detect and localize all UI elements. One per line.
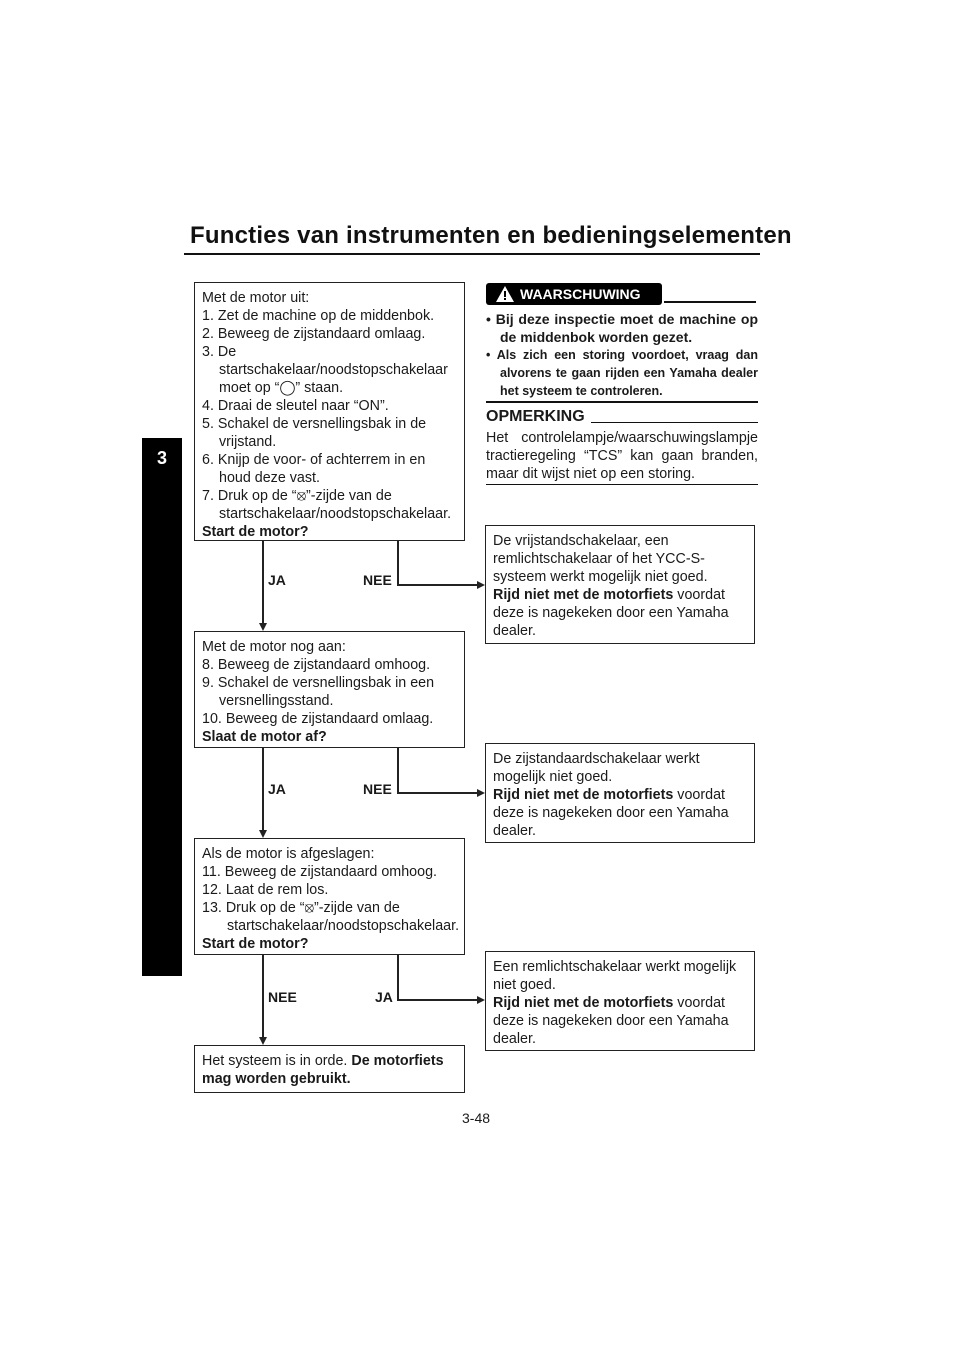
arrow-right-2 bbox=[477, 789, 485, 797]
step3-item: 12. Laat de rem los. bbox=[202, 882, 329, 898]
note-body: Het controlelampje/waarschuwingslampje tractieregeling “TCS” kan gaan branden, maar dit wijst niet op een storing. bbox=[486, 430, 758, 482]
step1-item: 5. Schakel de versnellingsbak in de vrijstand. bbox=[202, 416, 427, 450]
note-title: OPMERKING bbox=[486, 408, 585, 425]
page-number: 3-48 bbox=[462, 1110, 491, 1126]
step1-intro: Met de motor uit: bbox=[202, 290, 310, 306]
connector-no-2-horizontal bbox=[397, 792, 477, 794]
step1-item: 1. Zet de machine op de middenbok. bbox=[202, 308, 435, 324]
connector-yes-1 bbox=[262, 541, 264, 623]
arrow-down-2 bbox=[259, 830, 267, 838]
connector-yes-3-vertical bbox=[397, 955, 399, 1000]
step1-item: 6. Knijp de voor- of achterrem in en houd deze vast. bbox=[202, 452, 426, 486]
title-rule bbox=[184, 253, 760, 255]
warning-label: WAARSCHUWING bbox=[520, 286, 641, 302]
step1-item: 7. Druk op de “⦻”-zijde van de startschakelaar/noodstopschakelaar. bbox=[202, 488, 452, 522]
step2-item: 9. Schakel de versnellingsbak in een versnellingsstand. bbox=[202, 675, 435, 709]
step1-box bbox=[194, 282, 465, 541]
warning-header bbox=[486, 283, 760, 305]
step1-item: 2. Beweeg de zijstandaard omlaag. bbox=[202, 326, 426, 342]
branch2-yes-label: JA bbox=[268, 781, 286, 797]
arrow-right-3 bbox=[477, 996, 485, 1004]
warning-item: • Als zich een storing voordoet, vraag dan alvorens te gaan rijden een Yamaha dealer het systeem te controleren. bbox=[486, 348, 758, 398]
warning-item: • Bij deze inspectie moet de machine op de middenbok worden gezet. bbox=[486, 311, 758, 345]
step2-item: 8. Beweeg de zijstandaard omhoog. bbox=[202, 657, 431, 673]
chapter-tab bbox=[142, 438, 182, 976]
connector-no-3 bbox=[262, 955, 264, 1037]
branch1-no-label: NEE bbox=[363, 572, 392, 588]
note-rule bbox=[591, 422, 758, 423]
branch3-yes-label: JA bbox=[375, 989, 393, 1005]
step3-item: 11. Beweeg de zijstandaard omhoog. bbox=[202, 864, 437, 880]
step3-item: 13. Druk op de “⦻”-zijde van de startschakelaar/noodstopschakelaar. bbox=[202, 900, 460, 934]
result2-text: De zijstandaardschakelaar werkt mogelijk niet goed. Rijd niet met de motorfiets voordat deze is nagekeken door een Yamaha dealer. bbox=[493, 751, 729, 839]
step3-box bbox=[194, 838, 465, 955]
step1-item: 3. De startschakelaar/noodstopschakelaar moet op “◯” staan. bbox=[202, 344, 448, 396]
step1-question: Start de motor? bbox=[202, 524, 309, 540]
result3-text: Een remlichtschakelaar werkt mogelijk niet goed. Rijd niet met de motorfiets voordat deze is nagekeken door een Yamaha dealer. bbox=[493, 959, 737, 1047]
page-title: Functies van instrumenten en bedieningselementen bbox=[190, 222, 792, 249]
result3-box bbox=[485, 951, 755, 1051]
branch2-no-label: NEE bbox=[363, 781, 392, 797]
final-box bbox=[194, 1045, 465, 1093]
connector-yes-3-horizontal bbox=[397, 999, 477, 1001]
final-text: Het systeem is in orde. De motorfiets mag worden gebruikt. bbox=[202, 1053, 444, 1087]
step2-box bbox=[194, 631, 465, 748]
warning-bottom-rule bbox=[486, 401, 758, 403]
arrow-right-1 bbox=[477, 581, 485, 589]
result1-box bbox=[485, 525, 755, 644]
chapter-number: 3 bbox=[156, 448, 167, 468]
result2-box bbox=[485, 743, 755, 843]
connector-no-1-vertical bbox=[397, 541, 399, 585]
arrow-down-1 bbox=[259, 623, 267, 631]
step2-item: 10. Beweeg de zijstandaard omlaag. bbox=[202, 711, 434, 727]
warning-list bbox=[486, 310, 758, 400]
warning-rule bbox=[664, 301, 756, 303]
branch1-yes-label: JA bbox=[268, 572, 286, 588]
connector-no-2-vertical bbox=[397, 748, 399, 793]
warning-badge bbox=[486, 283, 662, 305]
branch3-no-label: NEE bbox=[268, 989, 297, 1005]
step3-intro: Als de motor is afgeslagen: bbox=[202, 846, 375, 862]
step1-item: 4. Draai de sleutel naar “ON”. bbox=[202, 398, 389, 414]
connector-no-1-horizontal bbox=[397, 584, 477, 586]
warning-triangle-icon bbox=[496, 286, 514, 302]
step2-intro: Met de motor nog aan: bbox=[202, 639, 346, 655]
connector-yes-2 bbox=[262, 748, 264, 830]
note-bottom-rule bbox=[486, 484, 758, 485]
step3-question: Start de motor? bbox=[202, 936, 309, 952]
result1-text: De vrijstandschakelaar, een remlichtschakelaar of het YCC-S-systeem werkt mogelijk niet goed. Rijd niet met de motorfiets voordat deze is nagekeken door een Yamaha dealer. bbox=[493, 533, 729, 639]
arrow-down-3 bbox=[259, 1037, 267, 1045]
step2-question: Slaat de motor af? bbox=[202, 729, 327, 745]
